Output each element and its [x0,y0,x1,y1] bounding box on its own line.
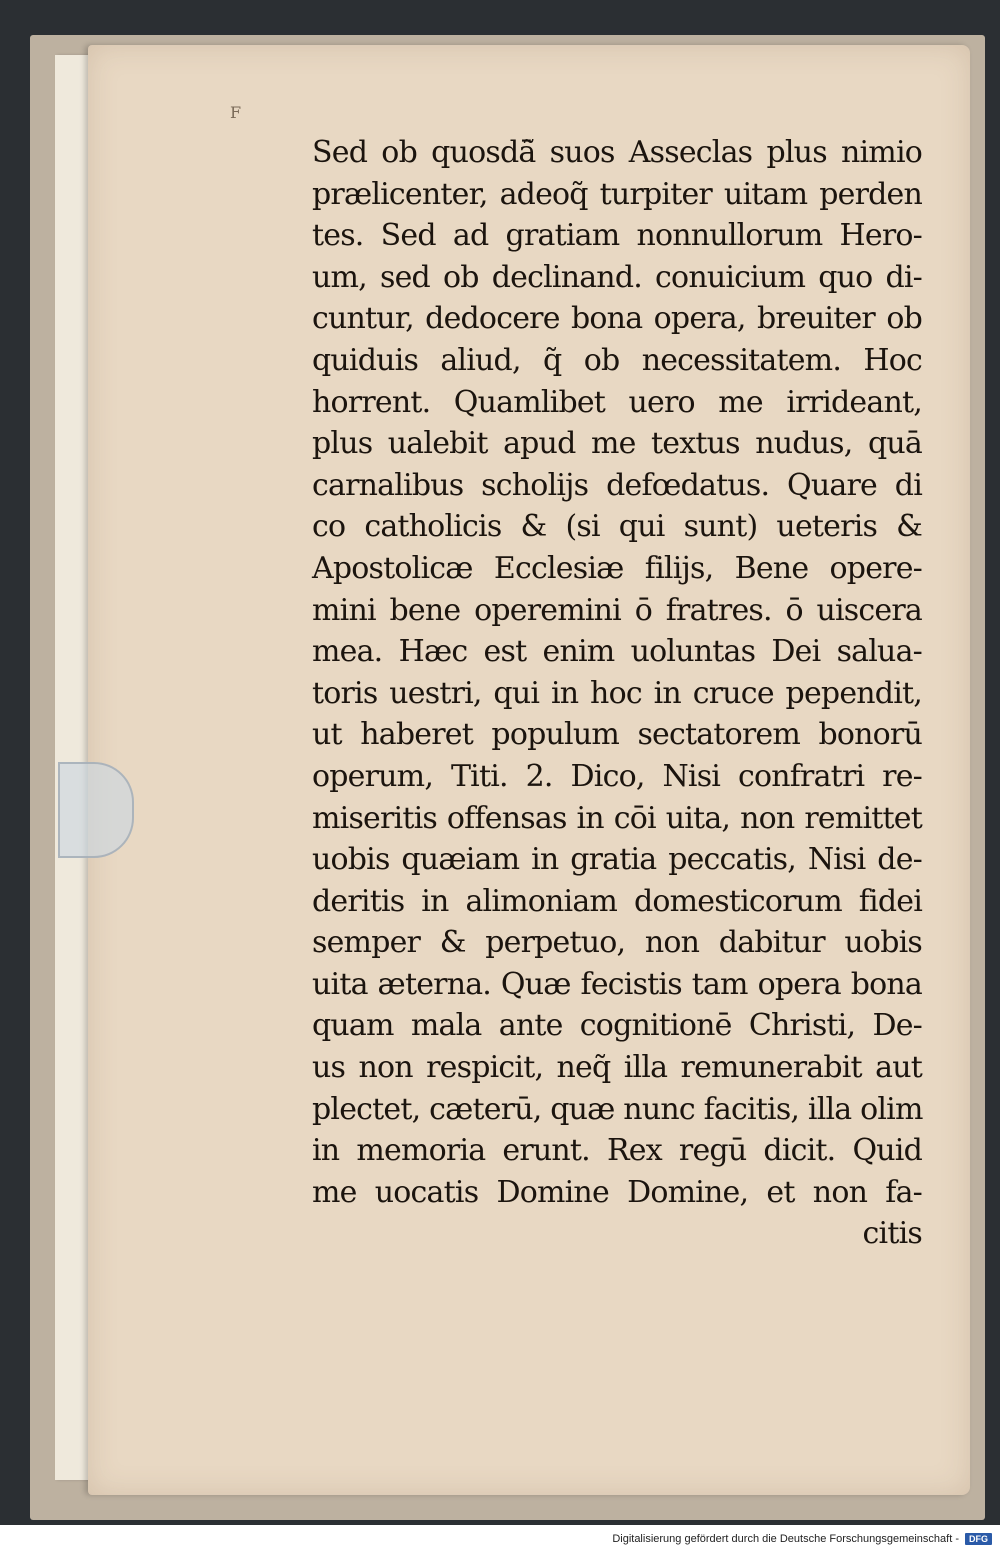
text-line: cuntur, dedocere bona opera, breuiter ob [312,301,922,337]
text-line: uobis quæiam in gratia peccatis, Nisi de- [312,842,922,878]
text-line: mea. Hæc est enim uoluntas Dei salua- [312,634,922,670]
text-line: deritis in alimoniam domesticorum fidei [312,883,922,919]
text-line: us non respicit, neq̃ illa remunerabit aut [312,1050,922,1086]
text-line: plus ualebit apud me textus nudus, quā [312,426,922,462]
text-line: co catholicis & (si qui sunt) ueteris & [312,509,922,545]
text-line: carnalibus scholijs defœdatus. Quare di [312,467,922,503]
page-tab-marker [58,762,134,858]
text-line: semper & perpetuo, non dabitur uobis [312,925,922,961]
text-line: toris uestri, qui in hoc in cruce pependit, [312,675,922,711]
text-line: operum, Titi. 2. Dico, Nisi confratri re- [312,758,922,794]
text-line: um, sed ob declinand. conuicium quo di- [312,259,922,295]
digitization-footer [612,1533,992,1545]
text-line: ut haberet populum sectatorem bonorū [312,717,922,753]
text-line: quam mala ante cognitionē Christi, De- [312,1008,922,1044]
text-line: Sed ob quosdā̃ suos Asseclas plus nimio [312,135,922,170]
signature-mark: F [230,103,242,122]
text-line: citis [862,1216,922,1252]
page-text-block [312,132,922,1255]
text-line: in memoria erunt. Rex regū dicit. Quid [312,1133,922,1169]
text-line: mini bene operemini ō fratres. ō uiscera [312,592,922,628]
text-line: plectet, cæterū, quæ nunc facitis, illa olim [312,1091,923,1127]
text-line: Apostolicæ Ecclesiæ filijs, Bene opere- [312,550,922,586]
text-line: horrent. Quamlibet uero me irrideant, [312,384,922,420]
text-line: miseritis offensas in cōi uita, non remittet [312,800,922,836]
footer-credit-text: Digitalisierung gefördert durch die Deutsche Forschungsgemeinschaft - [612,1533,959,1545]
text-line: quiduis aliud, q̃ ob necessitatem. Hoc [312,342,922,378]
text-line: me uocatis Domine Domine, et non fa- [312,1174,922,1210]
text-line: prælicenter, adeoq̃ turpiter uitam perden [312,176,922,212]
text-line: tes. Sed ad gratiam nonnullorum Hero- [312,218,922,254]
dfg-logo: DFG [965,1533,992,1545]
text-line: uita æterna. Quæ fecistis tam opera bona [312,966,922,1002]
